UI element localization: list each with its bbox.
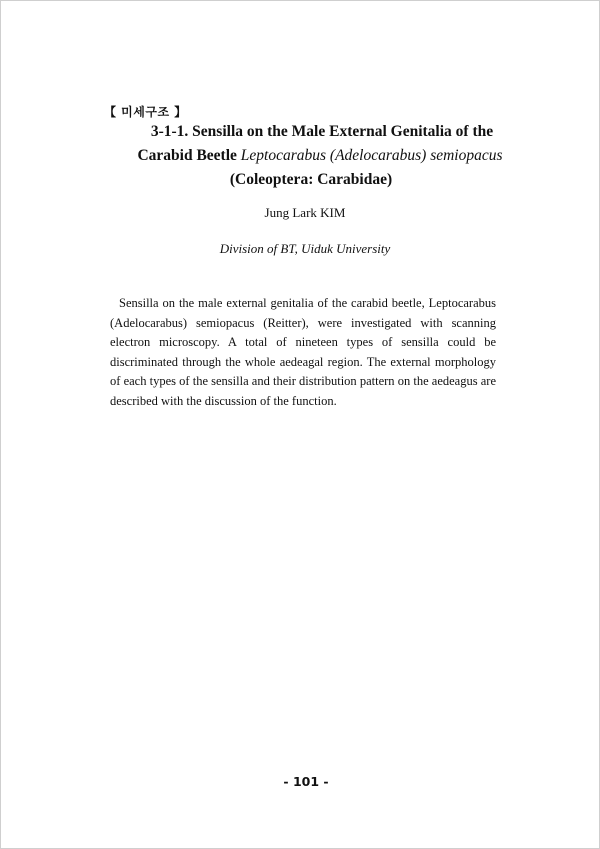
affiliation-text: Division of BT, Uiduk University [219, 241, 391, 256]
paper-title [60, 120, 540, 192]
author-name: Jung Lark KIM [264, 205, 346, 220]
author-line [0, 205, 600, 221]
abstract [110, 294, 496, 412]
page-number-text: - 101 - [283, 774, 329, 789]
title-line-3: (Coleoptera: Carabidae) [229, 171, 393, 188]
page-number [0, 774, 600, 789]
affiliation-line [0, 241, 600, 257]
title-line-2-prefix: Carabid Beetle [137, 147, 241, 164]
abstract-paragraph: Sensilla on the male external genitalia of the carabid beetle, Leptocarabus (Adelocarabus) semiopacus (Reitter), were investigated with scanning electron microscopy. A total of nineteen types of sensilla could be discriminated through the whole aedeagal region. The external morphology of each types of the sensilla and their distribution pattern on the aedeagus are described with the discussion of the function. [110, 296, 496, 408]
title-line-1: 3-1-1. Sensilla on the Male External Genitalia of the [150, 123, 494, 140]
section-tag: 【 미세구조 】 [104, 105, 187, 119]
species-name: Leptocarabus (Adelocarabus) semiopacus [240, 147, 503, 164]
title-line-2 [60, 144, 540, 168]
